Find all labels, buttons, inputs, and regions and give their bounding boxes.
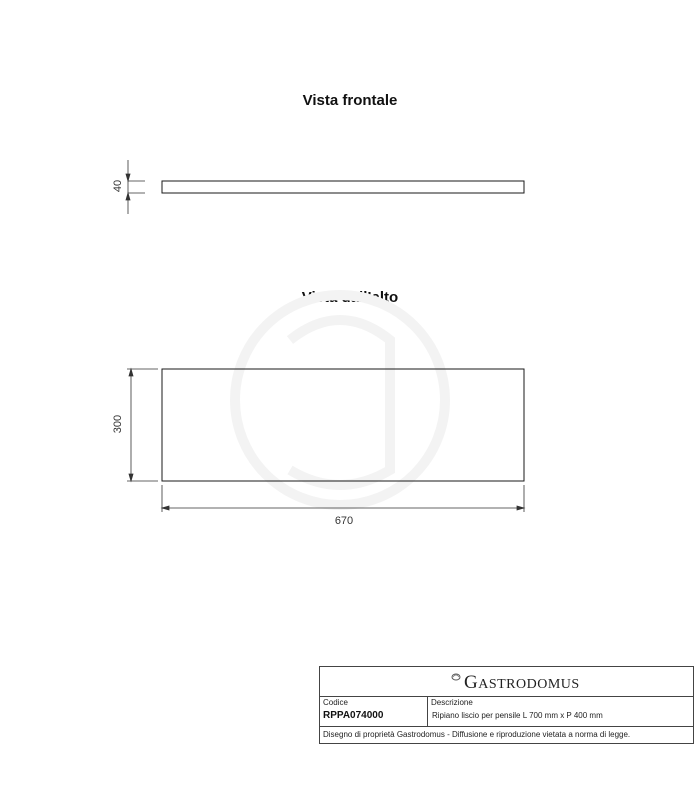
top-view-shelf (162, 369, 524, 481)
ownership-note: Disegno di proprietà Gastrodomus - Diffusione e riproduzione vietata a norma di legge. (323, 730, 631, 739)
front-view-shelf (162, 181, 524, 193)
top-width-label: 670 (334, 515, 354, 527)
front-view-title: Vista frontale (302, 92, 398, 109)
top-view-title: Vista dall’alto (301, 289, 399, 306)
code-label: Codice (323, 698, 348, 707)
title-block-note-row (320, 727, 693, 745)
top-depth-dimension (127, 369, 158, 481)
logo-mark-icon (444, 672, 464, 694)
title-block-info-row (320, 697, 693, 727)
top-depth-label: 300 (112, 414, 124, 434)
logo-rest: ASTRODOMUS (478, 677, 580, 692)
front-thickness-label: 40 (112, 179, 124, 193)
watermark-logo (235, 295, 445, 505)
code-cell (320, 697, 428, 726)
front-thickness-dimension (126, 160, 145, 214)
title-block (319, 666, 694, 744)
description-value: Ripiano liscio per pensile L 700 mm x P 400 mm (432, 711, 603, 720)
logo-initial: G (464, 672, 479, 693)
description-cell (428, 697, 693, 726)
gastrodomus-logo (444, 672, 580, 694)
logo-wordmark (464, 672, 580, 694)
title-block-logo-row (320, 667, 693, 697)
code-value: RPPA074000 (323, 710, 384, 721)
description-label: Descrizione (431, 698, 473, 707)
